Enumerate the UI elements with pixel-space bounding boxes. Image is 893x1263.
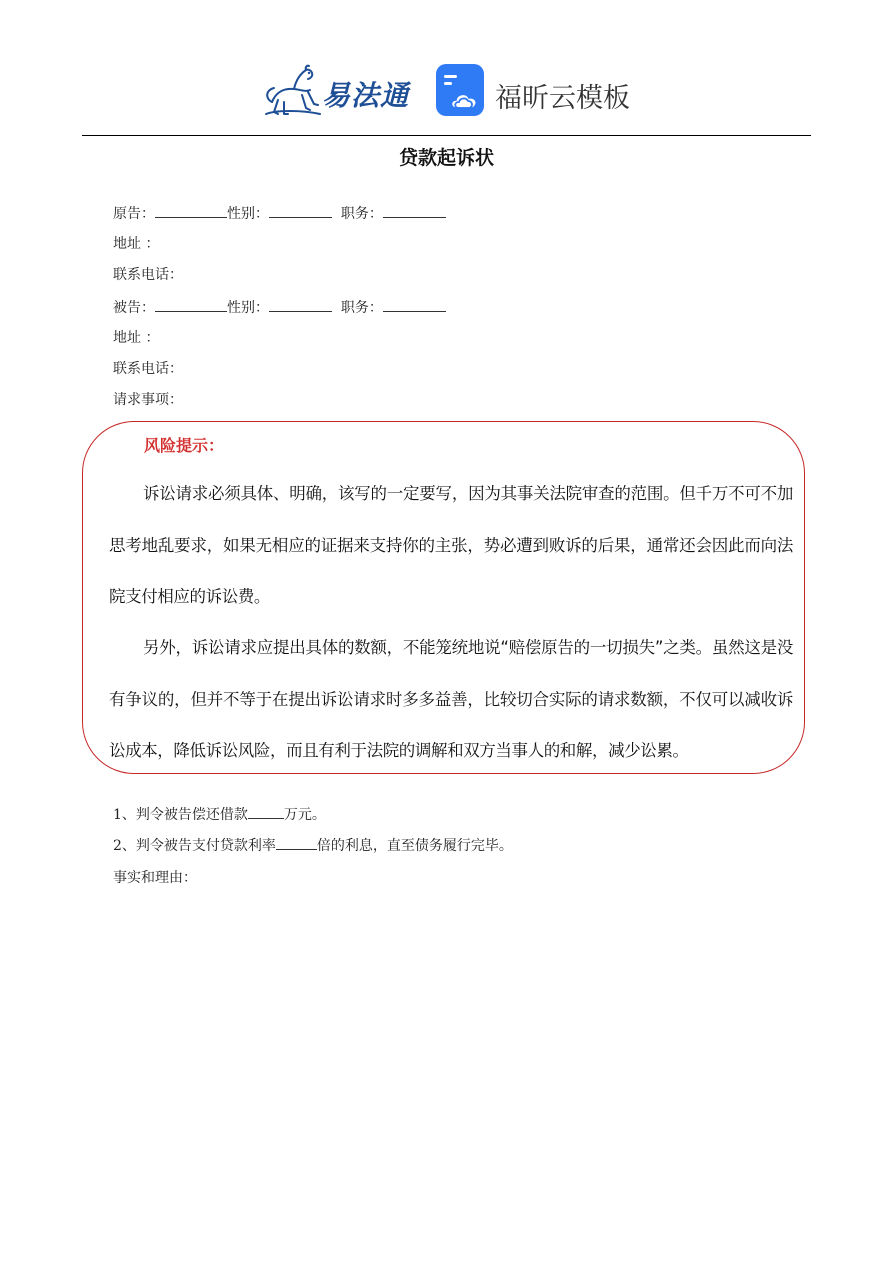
header-logos [0,60,893,122]
defendant-name-blank [155,297,227,312]
plaintiff-position-blank [383,203,446,218]
claim-2-text-before: 2、判令被告支付贷款利率 [113,838,276,854]
yifatong-logo [262,62,414,118]
risk-notice-box [82,421,805,774]
defendant-line [113,297,446,318]
defendant-position-blank [383,297,446,312]
document-title: 贷款起诉状 [398,147,494,169]
plaintiff-name-blank [155,203,227,218]
facts-and-reasons-label: 事实和理由： [113,870,197,886]
claim-1-amount-blank [248,804,284,819]
claims-label: 请求事项： [113,392,183,408]
plaintiff-phone: 联系电话： [113,267,183,283]
defendant-label: 被告： [113,300,155,316]
logo-left-text: 易法通 [322,79,410,112]
defendant-gender-label: 性别： [227,300,269,316]
plaintiff-label: 原告： [113,206,155,222]
claim-1-text-after: 万元。 [283,807,326,823]
plaintiff-gender-label: 性别： [227,206,269,222]
risk-notice-title: 风险提示： [144,436,225,455]
defendant-phone: 联系电话： [113,361,183,377]
cloud-document-icon [436,64,484,116]
defendant-address: 地址 ： [113,330,160,346]
claim-2 [113,835,513,856]
foxit-cloud-template-logo [436,64,636,116]
logo-right-text: 福昕云模板 [495,83,630,114]
plaintiff-position-label: 职务： [340,206,383,222]
risk-notice-paragraph-2: 另外，诉讼请求应提出具体的数额，不能笼统地说“赔偿原告的一切损失”之类。虽然这是没有争议的，但并不等于在提出诉讼请求时多多益善，比较切合实际的请求数额，不仅可以减收诉讼成本，降低诉讼风险，而且有利于法院的调解和双方当事人的和解，减少讼累。 [109,638,793,760]
plaintiff-address: 地址 ： [113,236,160,252]
claim-1 [113,804,326,825]
plaintiff-line [113,203,446,224]
horse-emblem-icon [262,62,322,118]
plaintiff-gender-blank [269,203,332,218]
defendant-position-label: 职务： [340,300,383,316]
header-divider [82,135,811,136]
claim-1-text-before: 1、判令被告偿还借款 [113,807,248,823]
defendant-gender-blank [269,297,332,312]
claim-2-multiple-blank [276,835,317,850]
risk-notice-paragraph-1: 诉讼请求必须具体、明确，该写的一定要写，因为其事关法院审查的范围。但千万不可不加思考地乱要求，如果无相应的证据来支持你的主张，势必遭到败诉的后果，通常还会因此而向法院支付相应的诉讼费。 [109,484,793,606]
claim-2-text-after: 倍的利息，直至债务履行完毕。 [316,838,513,854]
